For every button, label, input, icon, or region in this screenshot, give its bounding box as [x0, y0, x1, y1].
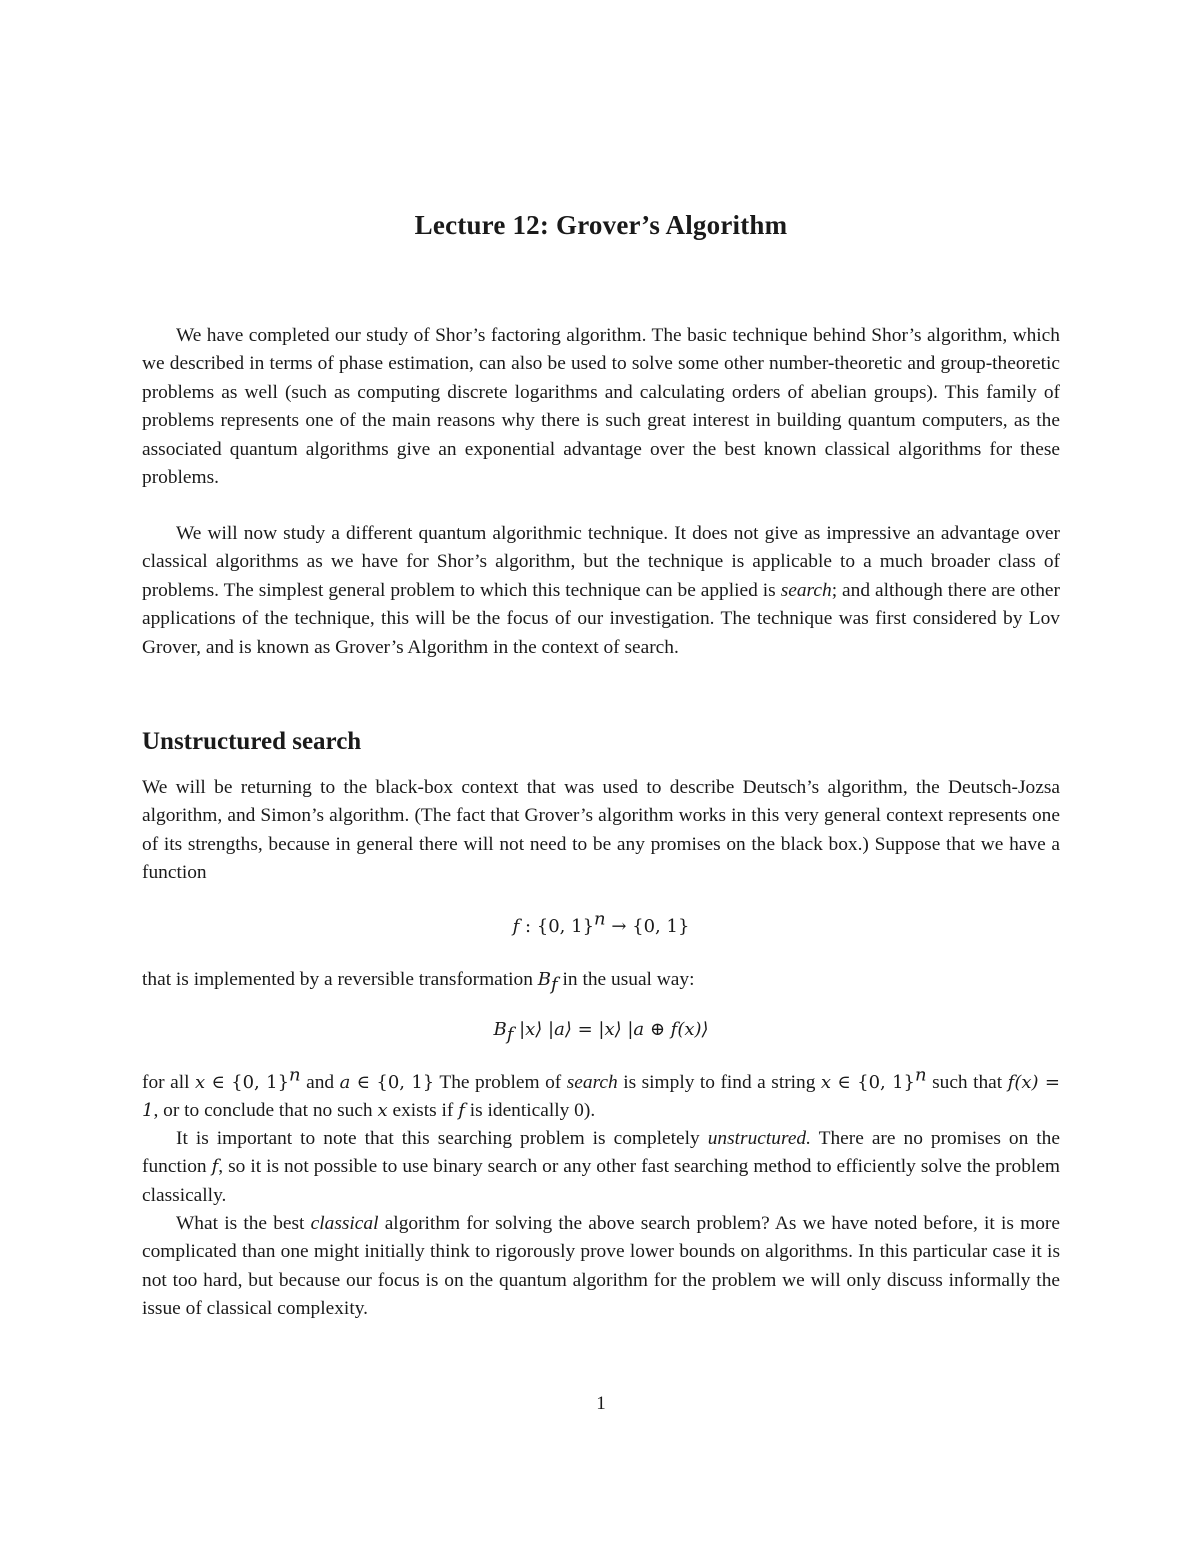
section-paragraph-2-text-b: in the usual way: [557, 969, 695, 990]
p5-text-a: What is the best [176, 1213, 311, 1234]
emphasis-search-2: search [566, 1072, 618, 1093]
intro-paragraph-2 [142, 520, 1060, 662]
p3-text-6: , or to conclude that no such [153, 1100, 378, 1122]
p2-B-subscript-f: f [551, 973, 558, 995]
section-heading: Unstructured search [142, 728, 362, 755]
p3-text-2: and [300, 1072, 340, 1093]
eq2-subscript-f: f [506, 1024, 514, 1045]
p3-x-3: x [377, 1100, 388, 1122]
section-paragraph-1 [142, 774, 1060, 888]
section-paragraph-3 [142, 1064, 1060, 1126]
p3-a: a [339, 1072, 351, 1093]
emphasis-unstructured: unstructured. [707, 1128, 811, 1149]
p3-text-4: is simply to find a string [617, 1072, 821, 1093]
section-paragraph-4 [142, 1125, 1060, 1210]
lecture-title: Lecture 12: Grover’s Algorithm [414, 210, 788, 240]
p4-text-b: There are no promises on the function [142, 1128, 1060, 1178]
intro-paragraph-1 [142, 322, 1060, 492]
eq1-exponent-n: n [594, 908, 606, 930]
p3-text-8: is identically 0). [464, 1100, 596, 1122]
section-paragraph-2 [142, 966, 1060, 994]
p2-B: B [537, 969, 552, 990]
p3-exp-1: n [289, 1064, 301, 1086]
p3-text-3: The problem of [434, 1072, 567, 1093]
p3-x-1: x [194, 1072, 206, 1093]
page-number: 1 [596, 1393, 606, 1414]
p3-f: f [458, 1100, 465, 1122]
p3-text-7: exists if [387, 1100, 459, 1122]
equation-function-definition [142, 908, 1060, 937]
eq1-domain: : {0, 1} [519, 916, 595, 937]
p3-x-2: x [820, 1072, 832, 1093]
section-paragraph-5 [142, 1210, 1060, 1324]
eq1-f: f [512, 916, 520, 937]
intro-paragraph-1-text: We have completed our study of Shor’s factoring algorithm. The basic technique behind Shor’s algorithm, which we described in terms of phase estimation, can also be used to solve some other number-theoretic and group-theoretic problems as well (such as computing discrete logarithms and calculating orders of abelian groups). This family of problems represents one of the main reasons why there is such great interest in building quantum computers, as the associated quantum algorithms give an exponential advantage over the best known classical algorithms for these problems. [142, 325, 1060, 489]
intro-paragraph-2-text-a: We will now study a different quantum algorithmic technique. It does not give as impressive an advantage over classical algorithms as we have for Shor’s algorithm, but the technique is applicable to a much broader class of problems. The simplest general problem to which this technique can be applied is [142, 523, 1060, 601]
p4-text-c: , so it is not possible to use binary search or any other fast searching method to efficiently solve the problem classically. [142, 1156, 1061, 1206]
intro-paragraph-2-text-b: ; and although there are other applications of the technique, this will be the focus of our investigation. The technique was first considered by Lov Grover, and is known as Grover’s Algorithm in the context of search. [142, 579, 1060, 658]
p3-set-1: ∈ {0, 1} [205, 1072, 290, 1093]
p3-text-5: such that [926, 1072, 1008, 1093]
emphasis-search: search [780, 579, 832, 601]
section-paragraph-1-text: We will be returning to the black-box context that was used to describe Deutsch’s algorithm, the Deutsch-Jozsa algorithm, and Simon’s algorithm. (The fact that Grover’s algorithm works in this very general context represents one of its strengths, because in general there will not need to be any promises on the black box.) Suppose that we have a function [142, 777, 1060, 884]
p5-text-b: algorithm for solving the above search problem? As we have noted before, it is more complicated than one might initially think to rigorously prove lower bounds on algorithms. In this particular case it is not too hard, but because our focus is on the quantum algorithm for the problem we will only discuss informally the issue of classical complexity. [142, 1213, 1060, 1320]
p3-set-2: ∈ {0, 1} [350, 1072, 435, 1093]
eq2-B: B [493, 1019, 507, 1040]
p3-text-1: for all [142, 1072, 195, 1093]
emphasis-classical: classical [310, 1213, 379, 1234]
section-paragraph-2-text-a: that is implemented by a reversible transformation [142, 969, 538, 990]
eq1-codomain: → {0, 1} [605, 916, 690, 937]
p4-text-a: It is important to note that this searching problem is completely [176, 1128, 708, 1149]
eq2-body: |x⟩ |a⟩ = |x⟩ |a ⊕ f(x)⟩ [513, 1019, 709, 1040]
p3-set-3: ∈ {0, 1} [831, 1072, 915, 1093]
equation-reversible-transformation [142, 1016, 1060, 1045]
p3-fx: f(x) = 1 [142, 1072, 1060, 1122]
p3-exp-2: n [915, 1064, 927, 1086]
p4-f: f [211, 1156, 219, 1178]
